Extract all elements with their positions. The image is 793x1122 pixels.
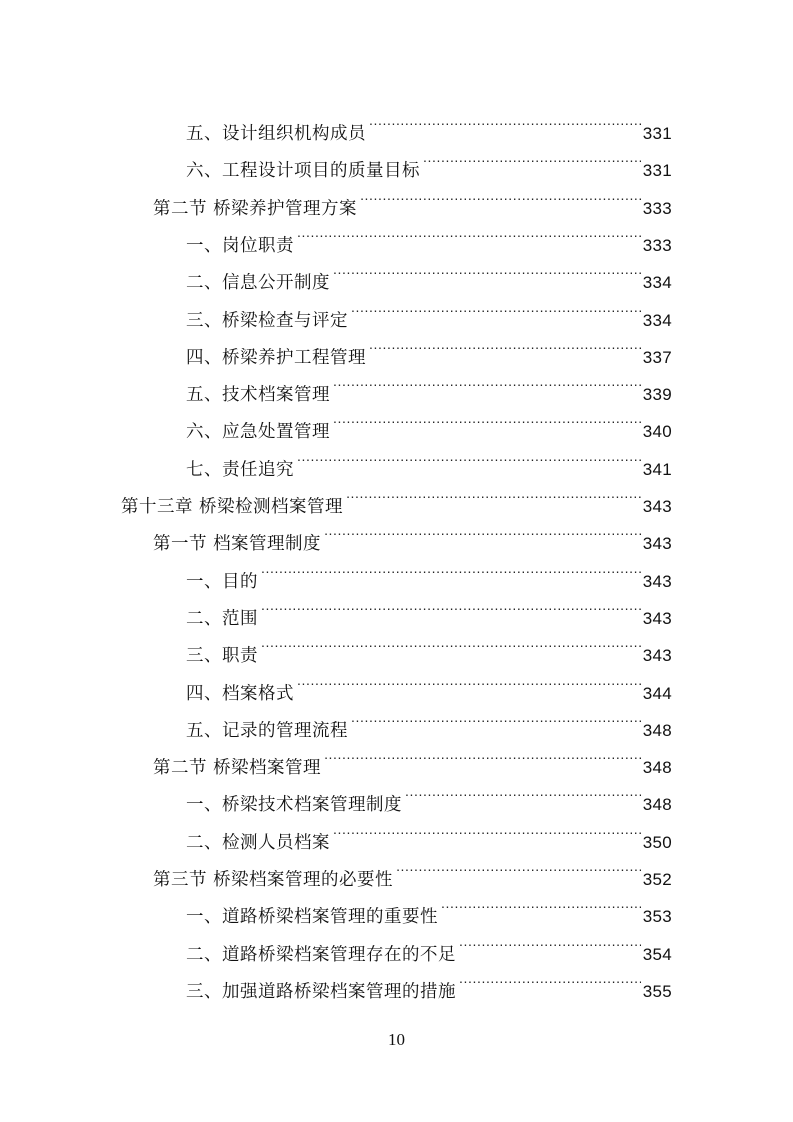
toc-entry-page: 333 xyxy=(642,235,672,255)
toc-entry-title: 二、范围 xyxy=(186,608,258,629)
toc-entry[interactable] xyxy=(153,736,672,779)
toc-entry-page: 340 xyxy=(642,422,672,442)
toc-entry-page: 343 xyxy=(642,497,672,516)
toc-entry[interactable] xyxy=(186,699,672,741)
toc-dot-leader xyxy=(297,214,641,251)
toc-entry-title: 第十三章 桥梁检测档案管理 xyxy=(121,497,344,517)
toc-entry-title: 二、检测人员档案 xyxy=(186,832,330,853)
toc-entry-page: 352 xyxy=(642,870,672,889)
toc-entry[interactable] xyxy=(186,811,672,853)
toc-entry-page: 350 xyxy=(642,832,672,852)
toc-entry-title: 六、应急处置管理 xyxy=(186,422,330,443)
toc-dot-leader xyxy=(261,624,641,661)
toc-dot-leader xyxy=(396,848,641,885)
toc-entry-page: 344 xyxy=(642,683,672,703)
toc-entry[interactable] xyxy=(186,662,672,704)
toc-dot-leader xyxy=(369,102,641,139)
toc-entry-title: 四、桥梁养护工程管理 xyxy=(186,347,366,368)
toc-entry-title: 七、责任追究 xyxy=(186,459,294,480)
toc-entry[interactable] xyxy=(186,550,672,592)
toc-dot-leader xyxy=(346,475,641,512)
toc-entry-page: 334 xyxy=(642,310,672,330)
toc-dot-leader xyxy=(360,177,641,214)
toc-entry-page: 348 xyxy=(642,795,672,815)
toc-dot-leader xyxy=(369,326,641,363)
toc-dot-leader xyxy=(405,773,641,810)
toc-entry-title: 一、目的 xyxy=(186,571,258,592)
toc-entry-title: 一、桥梁技术档案管理制度 xyxy=(186,795,402,816)
toc-entry[interactable] xyxy=(186,139,672,182)
toc-entry-title: 三、加强道路桥梁档案管理的措施 xyxy=(186,981,456,1002)
toc-entry-page: 331 xyxy=(642,161,672,181)
toc-dot-leader xyxy=(351,699,641,736)
toc-dot-leader xyxy=(333,363,641,400)
toc-entry[interactable] xyxy=(153,512,672,555)
toc-dot-leader xyxy=(261,587,641,624)
toc-entry-title: 四、档案格式 xyxy=(186,683,294,704)
toc-entry-title: 一、道路桥梁档案管理的重要性 xyxy=(186,907,438,928)
toc-entry-page: 348 xyxy=(642,720,672,740)
toc-entry-page: 343 xyxy=(642,571,672,591)
toc-entry-title: 二、道路桥梁档案管理存在的不足 xyxy=(186,944,456,965)
toc-dot-leader xyxy=(333,400,641,437)
toc-entry-page: 355 xyxy=(642,981,672,1001)
toc-entry[interactable] xyxy=(186,214,672,256)
toc-entry-page: 343 xyxy=(642,646,672,666)
toc-entry-title: 三、桥梁检查与评定 xyxy=(186,310,348,331)
page-number: 10 xyxy=(388,1030,405,1049)
toc-entry[interactable] xyxy=(186,251,672,294)
toc-entry-title: 第二节 桥梁档案管理 xyxy=(153,758,322,779)
toc-entry[interactable] xyxy=(186,773,672,816)
toc-dot-leader xyxy=(261,550,641,587)
toc-dot-leader xyxy=(324,512,641,549)
toc-entry-title: 一、岗位职责 xyxy=(186,235,294,256)
toc-entry[interactable] xyxy=(186,960,672,1002)
toc-entry[interactable] xyxy=(186,326,672,368)
toc-entry-title: 二、信息公开制度 xyxy=(186,273,330,294)
toc-entry[interactable] xyxy=(186,438,672,480)
toc-entry[interactable] xyxy=(121,475,672,517)
toc-dot-leader xyxy=(333,811,641,848)
toc-entry-title: 三、职责 xyxy=(186,646,258,667)
toc-entry[interactable] xyxy=(153,177,672,219)
toc-entry[interactable] xyxy=(186,400,672,443)
toc-dot-leader xyxy=(351,289,641,326)
toc-entry[interactable] xyxy=(186,624,672,667)
toc-dot-leader xyxy=(423,139,641,176)
toc-dot-leader xyxy=(459,960,641,997)
toc-entry-title: 五、设计组织机构成员 xyxy=(186,124,366,144)
toc-entry-page: 353 xyxy=(642,907,672,927)
toc-entry-title: 五、技术档案管理 xyxy=(186,385,330,406)
toc-entry-page: 334 xyxy=(642,273,672,293)
toc-entry-page: 354 xyxy=(642,944,672,964)
toc-entry-title: 六、工程设计项目的质量目标 xyxy=(186,161,420,182)
toc-dot-leader xyxy=(333,251,641,288)
toc-entry-page: 341 xyxy=(642,459,672,479)
toc-entry-page: 343 xyxy=(642,534,672,554)
toc-dot-leader xyxy=(297,662,641,699)
toc-entry-page: 333 xyxy=(642,198,672,218)
toc-dot-leader xyxy=(441,885,641,922)
toc-entry[interactable] xyxy=(186,102,672,144)
toc-entry-page: 348 xyxy=(642,758,672,778)
toc-entry[interactable] xyxy=(186,587,672,629)
toc-entry-title: 第三节 桥梁档案管理的必要性 xyxy=(153,870,394,890)
toc-dot-leader xyxy=(459,923,641,960)
toc-entry-page: 337 xyxy=(642,347,672,367)
toc-dot-leader xyxy=(297,438,641,475)
toc-entry-title: 五、记录的管理流程 xyxy=(186,720,348,741)
toc-entry-title: 第二节 桥梁养护管理方案 xyxy=(153,198,358,219)
toc-dot-leader xyxy=(324,736,641,773)
toc-entry[interactable] xyxy=(186,885,672,928)
toc-entry-page: 339 xyxy=(642,385,672,405)
toc-entry[interactable] xyxy=(186,289,672,331)
toc-entry-title: 第一节 档案管理制度 xyxy=(153,534,322,555)
toc-entry-page: 331 xyxy=(642,124,672,143)
toc-entry[interactable] xyxy=(186,923,672,965)
toc-entry[interactable] xyxy=(186,363,672,406)
toc-entry[interactable] xyxy=(153,848,672,890)
toc-entry-page: 343 xyxy=(642,608,672,628)
